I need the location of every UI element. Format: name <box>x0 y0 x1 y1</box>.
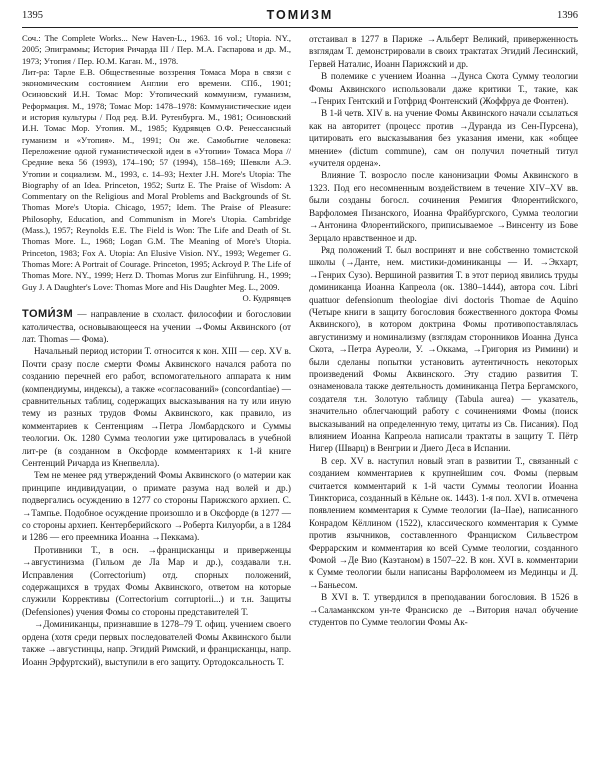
page-number-right: 1396 <box>557 10 578 21</box>
paragraph: В XVI в. Т. утвердился в преподавании богословия. В 1526 в →Саламанкском ун-те Франсиско де →Витория начал обучение студентов по Сумме теологии Фомы Ак- <box>309 592 578 628</box>
page-number-left: 1395 <box>22 10 43 21</box>
header-rule <box>22 27 578 28</box>
entry-definition: — направление в схолаcт. философии и богословии католичества, основывающееся на учении →Фомы Аквинского (от лат. Thomas — Фома). <box>22 309 291 344</box>
paragraph: Влияние Т. возросло после канонизации Фомы Аквинского в 1323. Под его несомненным воздействием в течение XIV–XV вв. были созданы богосл. сочинения Ремигия Флорентийского, Варфоломея Пизанского, Иоанна Фрайбургского, Сумма теологии →Антонина Флорентийского, приписываемое →Винсенту из Бове Зерцало нравственное и др. <box>309 170 578 243</box>
bibliography-literature: Лит-ра: Тарле Е.В. Общественные воззрения Томаса Мора в связи с экономическим состоянием Англии его времени. СПб., 1901; Осиновский И.Н. Томас Мор: Утопический коммунизм, гуманизм, Реформация. М., 1978; Томас Мор: 1478–1978: Коммунистические идеи и история культуры / Под ред. В.И. Рутенбурга. М., 1981; Осиновский И.Н. Томас Мор. Утопия. М., 1985; Кудрявцев О.Ф. Ренессансный гуманизм и «Утопия». М., 1991; Он же. Самобытие человека: Переложение одной гуманистической идеи в «Утопии» Томаса Мора // Средние века 56 (1993), 174–190; 57 (1994), 158–169; Шевкли А.Э. Утопии и социализм. М., 1993, с. 14–93; Hexter J.H. More's Utopia: The Biography of an Idea. Princeton, 1952; Surtz E. The Praise of Wisdom: A Commentary on the Religious and Moral Problems and Backgrounds of St. Thomas More's Utopia. Chicago, 1957; Idem. The Praise of Pleasure: Philosophy, Education, and Communism in More's Utopia. Cambridge (Mass.), 1957; Reynolds E.E. The Field is Won: The Life and Death of St. Thomas More. L., 1968; Logan G.M. The Meaning of More's Utopia. Princeton, 1983; Fox A. Utopia: An Elusive Vision. NY., 1993; Wegemer G. Thomas More: A Portrait of Courage. Princeton, 1995; Ackroyd P. The Life of Thomas More. NY., 1999; Herz D. Thomas Morus zur Einführung. H., 1999; Guy J. A Daughter's Love: Thomas More and His Daughter Meg. L., 2009. <box>22 66 291 292</box>
paragraph: Начальный период истории Т. относится к кон. XIII — сер. XV в. Почти сразу после смерти Фомы Аквинского начался работа по созданию перечней его работ, вспомогательного аппарата к ним (компендиумы, индексы), а также «согласований» (concordantiae) — сравнительных таблиц, содержащих высказывания на ту или иную тему из разных трудов Фомы Аквинского, как правило, из комментариев к Сентенциям →Петра Ломбардского и Суммы теологии. Ок. 1280 Сумма теологии уже цитировалась в учебной лит-ре (в созданном в Оксфорде комментариях к 1-й книге Сентенций Ричарда из Кнепвелла). <box>22 346 291 468</box>
right-column <box>309 33 578 755</box>
running-title: ТОМИЗМ <box>266 8 334 22</box>
paragraph: Противники Т., в осн. →францисканцы и приверженцы →августинизма (Гильом де Ла Мар и др.), создавали т.н. Исправления (Correctorium) отд. спорных положений, содержащихся в трудах Фомы Аквинского, ответом на которые служили Коррективы (Correctorium corruptorii...) и т.н. Защиты (Defensiones) учения Фомы со стороны представителей Т. <box>22 544 291 617</box>
bibliography-works: Соч.: The Complete Works... New Haven-L., 1963. 16 vol.; Utopia. NY., 2005; Эпиграммы; История Ричарда III / Пер. М.А. Гаспарова и др. М., 1973; Утопия / Пер. Ю.М. Каган. М., 1978. <box>22 33 291 66</box>
paragraph: В 1-й четв. XIV в. на учение Фомы Аквинского начали ссылаться как на авторитет (процесс против →Дуранда из Сен-Пурсена), цитировать его высказывания без указания имени, как «общее мнение» (dictum commune), сам он получил почетный титул «учителя ордена». <box>309 108 578 169</box>
paragraph: В сер. XV в. наступил новый этап в развитии Т., связанный с созданием комментариев к крупнейшим соч. Фомы (первым считается комментарий к 1-й части Суммы теологии Иоанна Тинкториса, созданный в Кёльне ок. 1443). 1-я пол. XVI в. отмечена появлением комментария к Сумме теологии (Iа–IIае), написанного Конрадом Кёллином (1522), классического комментария к Сумме против язычников, составленного Франциском Сильвестром Феррарским и комментария ко всей Сумме теологии, созданного Фомой →Де Вио (Каэтаном) в 1507–22. В кон. XVI в. комментарии к Сумме теологии были написаны Варфоломеем из Мединцы и Д. →Баньесом. <box>309 455 578 590</box>
paragraph: отстаивал в 1277 в Париже →Альберт Великий, приверженность взглядам Т. демонстрировали в своих трактатах Эгидий Лесинский, Гервей Наталис, Иоанн Парижский и др. <box>309 34 578 69</box>
entry-lead <box>22 308 291 345</box>
author-signature: О. Кудрявцев <box>242 292 291 303</box>
paragraph: В полемике с учением Иоанна →Дунса Скота Сумму теологии Фомы Аквинского использовали даже критики Т., такие, как →Генрих Гентский и Готфрид Фонтенский (Жоффруа де Фонтен). <box>309 71 578 107</box>
paragraph: →Доминиканцы, признавшие в 1278–79 Т. офиц. учением своего ордена (хотя среди первых последователей Фомы Аквинского были также →августинцы, напр. Эгидий Римский, и францисканцы, напр. Иоанн Эрфуртский), выступили в его защиту. Ортодоксальность Т. <box>22 619 291 667</box>
paragraph: Тем не менее ряд утверждений Фомы Аквинского (о материи как принципе индивидуации, о примате разума над волей и др.) подвергались осуждению в 1277 со стороны Парижского архиеп. С. →Тампье. Подобное осуждение произошло и в Оксфорде (в 1277 — со стороны архиеп. Кентерберийского →Роберта Килуорби, а в 1284 и 1286 — его преемника Иоанна →Пеккама). <box>22 470 291 543</box>
page-header <box>22 10 578 24</box>
entry-headword: ТОМИ́ЗМ <box>22 308 74 321</box>
paragraph: Ряд положений Т. был воспринят и вне собственно томистской школы (→Данте, нем. мистики-доминиканцы — И. →Экхарт, →Генрих Сузо). Вершиной развития Т. в этот период явились труды доминиканца Иоанна Капреола (ок. 1380–1444), автора соч. Libri quattuor defensionum theologiae divi doctoris Thomae de Aquino (Четыре книги в защиту богословия божественного доктора Фомы Аквинского), в котором доктрина Фомы противопоставлялась августинизму и номинализму (взглядам сторонников Иоанна Дунса Скота, →Петра Ауреоли, У. →Оккама, →Григория из Римини) и были сделаны попытки установить аутентичность некоторых произведений Фомы Аквинского. Эту стадию развития Т. ознаменовала также деятельность доминиканца Петра Бергамского, создателя т.н. Золотую таблицу (Tabula aurea) — указатель, значительно облегчающий работу с сочинениями Фомы (поиск высказываний на определенную тему, цитаты из Св. Писания). Под влиянием Иоанна Капреола написали трактаты в защиту Т. Пётр Нигер (Шварц) в Венгрии и Диего Деса в Испании. <box>309 244 578 454</box>
left-column <box>22 33 291 755</box>
